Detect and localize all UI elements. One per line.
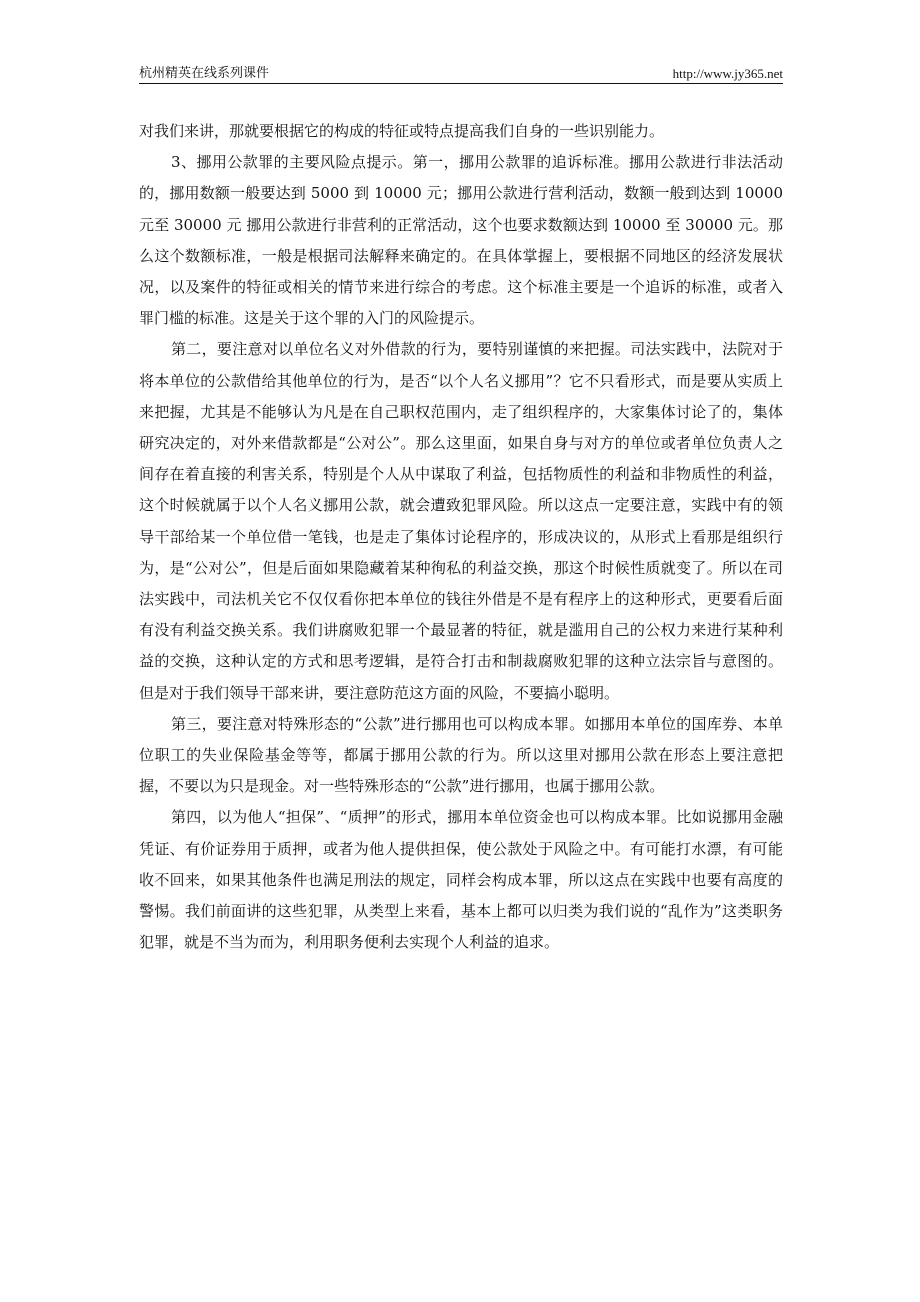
paragraph-fourth-point: 第四，以为他人“担保”、“质押”的形式，挪用本单位资金也可以构成本罪。比如说挪用金融凭证、有价证券用于质押，或者为他人提供担保，使公款处于风险之中。有可能打水漂，有可能收不回来，如果其他条件也满足刑法的规定，同样会构成本罪，所以这点在实践中也要有高度的警惕。我们前面讲的这些犯罪，从类型上来看，基本上都可以归类为我们说的“乱作为”这类职务犯罪，就是不当为而为，利用职务便利去实现个人利益的追求。: [139, 808, 783, 952]
paragraph-third-point: 第三，要注意对特殊形态的“公款”进行挪用也可以构成本罪。如挪用本单位的国库券、本单位职工的失业保险基金等等，都属于挪用公款的行为。所以这里对挪用公款在形态上要注意把握，不要以为只是现金。对一些特殊形态的“公款”进行挪用，也属于挪用公款。: [139, 714, 783, 796]
document-body: [139, 116, 783, 958]
header-website-url: http://www.jy365.net: [672, 66, 783, 81]
page-header: [139, 64, 783, 84]
paragraph-risk-point-3: 3、挪用公款罪的主要风险点提示。第一，挪用公款罪的追诉标准。挪用公款进行非法活动的，挪用数额一般要达到 5000 到 10000 元；挪用公款进行营利活动，数额一般到达到 10000 元至 30000 元 挪用公款进行非营利的正常活动，这个也要求数额达到 10000 至 30000 元。那么这个数额标准，一般是根据司法解释来确定的。在具体掌握上，要根据不同地区的经济发展状况，以及案件的特征或相关的情节来进行综合的考虑。这个标准主要是一个追诉的标准，或者入罪门槛的标准。这是关于这个罪的入门的风险提示。: [139, 153, 783, 328]
paragraph-second-point: 第二，要注意对以单位名义对外借款的行为，要特别谨慎的来把握。司法实践中，法院对于将本单位的公款借给其他单位的行为，是否“以个人名义挪用”？它不只看形式，而是要从实质上来把握，尤其是不能够认为凡是在自己职权范围内，走了组织程序的，大家集体讨论了的，集体研究决定的，对外来借款都是“公对公”。那么这里面，如果自身与对方的单位或者单位负责人之间存在着直接的利害关系，特别是个人从中谋取了利益，包括物质性的利益和非物质性的利益，这个时候就属于以个人名义挪用公款，就会遭致犯罪风险。所以这点一定要注意，实践中有的领导干部给某一个单位借一笔钱，也是走了集体讨论程序的，形成决议的，从形式上看那是组织行为，是“公对公”，但是后面如果隐藏着某种徇私的利益交换，那这个时候性质就变了。所以在司法实践中，司法机关它不仅仅看你把本单位的钱往外借是不是有程序上的这种形式，更要看后面有没有利益交换关系。我们讲腐败犯罪一个最显著的特征，就是滥用自己的公权力来进行某种利益的交换，这种认定的方式和思考逻辑，是符合打击和制裁腐败犯罪的这种立法宗旨与意图的。但是对于我们领导干部来讲，要注意防范这方面的风险，不要搞小聪明。: [139, 340, 783, 702]
header-course-title: 杭州精英在线系列课件: [139, 66, 270, 81]
header-divider: [139, 83, 783, 84]
paragraph-continuation: 对我们来讲，那就要根据它的构成的特征或特点提高我们自身的一些识别能力。: [139, 122, 665, 140]
